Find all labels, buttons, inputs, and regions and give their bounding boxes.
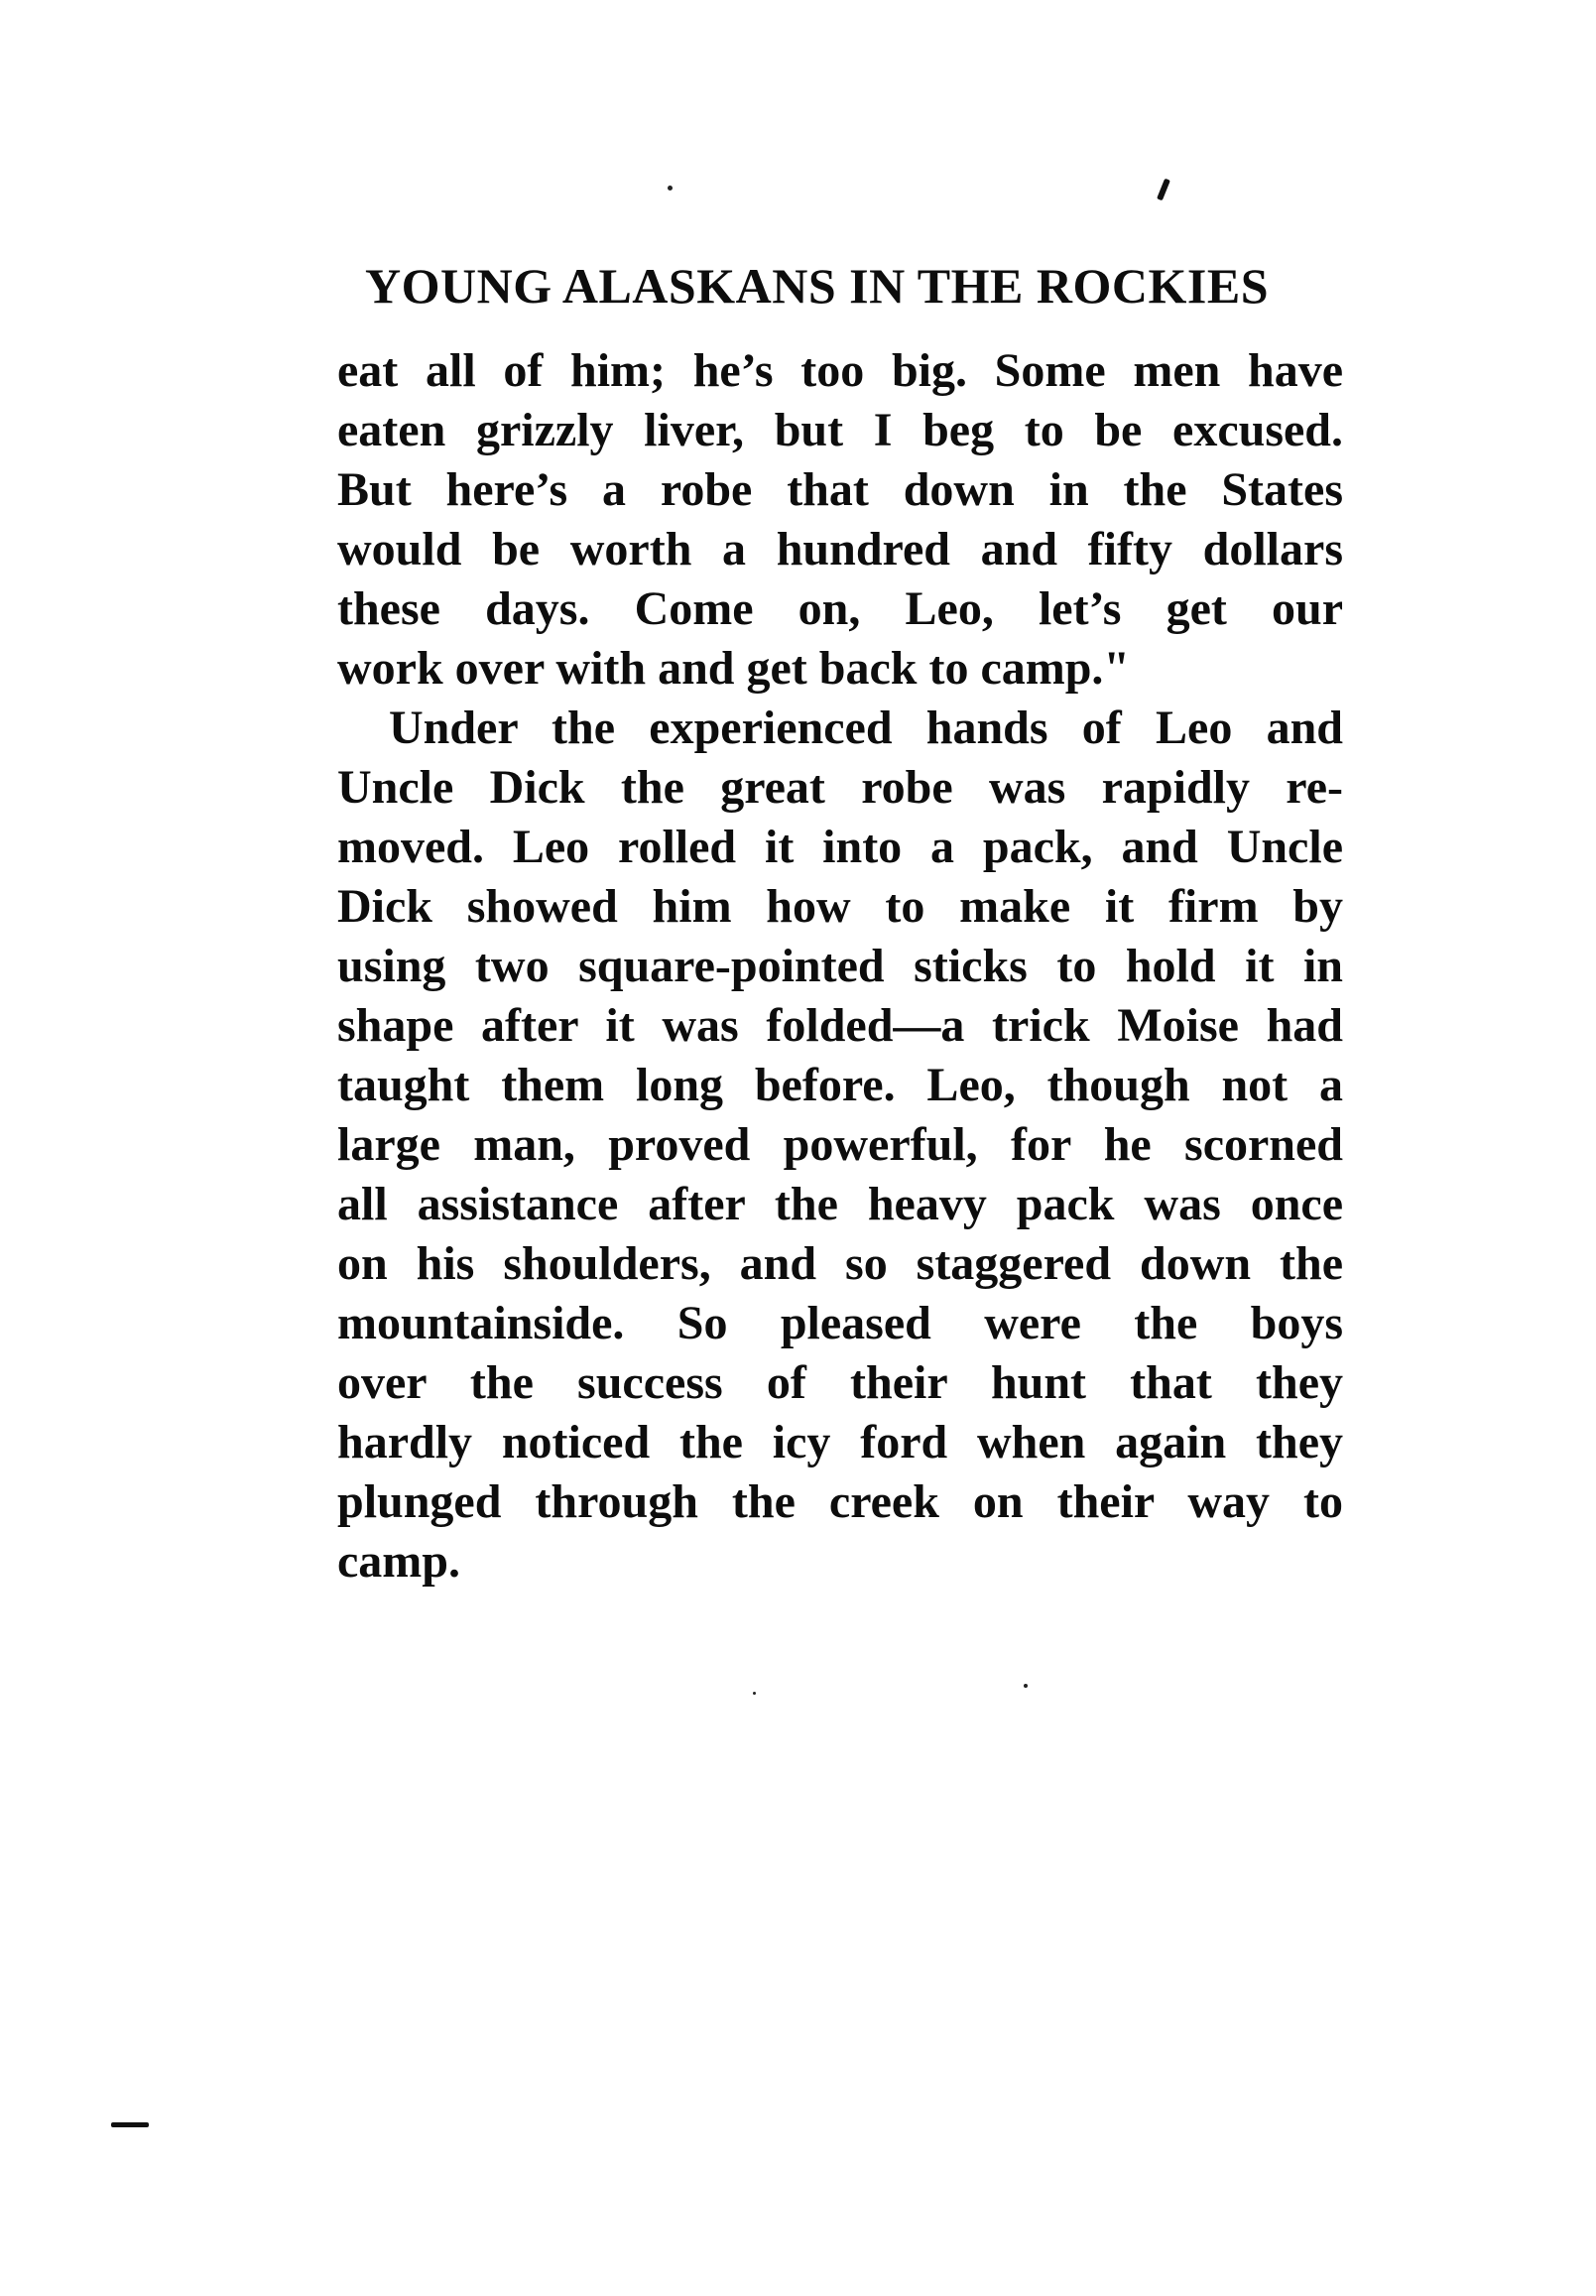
paragraph-start-line: Under the experienced hands of Leo and xyxy=(389,702,1343,754)
text-line: hardly noticed the icy ford when again they xyxy=(337,1416,1343,1468)
ink-speck xyxy=(1024,1684,1028,1688)
text-line: work over with and get back to camp." xyxy=(337,642,1131,695)
text-line: camp. xyxy=(337,1535,460,1588)
text-line: eat all of him; he’s too big. Some men have xyxy=(337,344,1343,397)
text-line: would be worth a hundred and fifty dollars xyxy=(337,523,1343,575)
text-line: mountainside. So pleased were the boys xyxy=(337,1297,1343,1349)
text-line: eaten grizzly liver, but I beg to be excused. xyxy=(337,404,1343,456)
text-line: over the success of their hunt that they xyxy=(337,1356,1343,1409)
text-line: moved. Leo rolled it into a pack, and Uncle xyxy=(337,821,1343,873)
text-line: on his shoulders, and so staggered down the xyxy=(337,1237,1343,1290)
running-head: YOUNG ALASKANS IN THE ROCKIES xyxy=(365,258,1270,314)
text-line: these days. Come on, Leo, let’s get our xyxy=(337,582,1343,635)
text-line: shape after it was folded—a trick Moise had xyxy=(337,999,1343,1052)
text-line: Uncle Dick the great robe was rapidly re- xyxy=(337,761,1343,814)
body-text xyxy=(337,341,1343,1592)
text-line: large man, proved powerful, for he scorned xyxy=(337,1118,1343,1171)
text-line: Dick showed him how to make it firm by xyxy=(337,880,1343,933)
text-line: taught them long before. Leo, though not a xyxy=(337,1059,1343,1111)
text-line: all assistance after the heavy pack was once xyxy=(337,1178,1343,1230)
margin-mark xyxy=(1157,179,1170,201)
ink-speck xyxy=(753,1692,756,1695)
text-line: plunged through the creek on their way to xyxy=(337,1475,1343,1528)
text-line: But here’s a robe that down in the States xyxy=(337,463,1343,516)
ink-speck xyxy=(668,186,673,191)
text-line: using two square-pointed sticks to hold it in xyxy=(337,940,1343,992)
margin-mark xyxy=(111,2122,149,2127)
